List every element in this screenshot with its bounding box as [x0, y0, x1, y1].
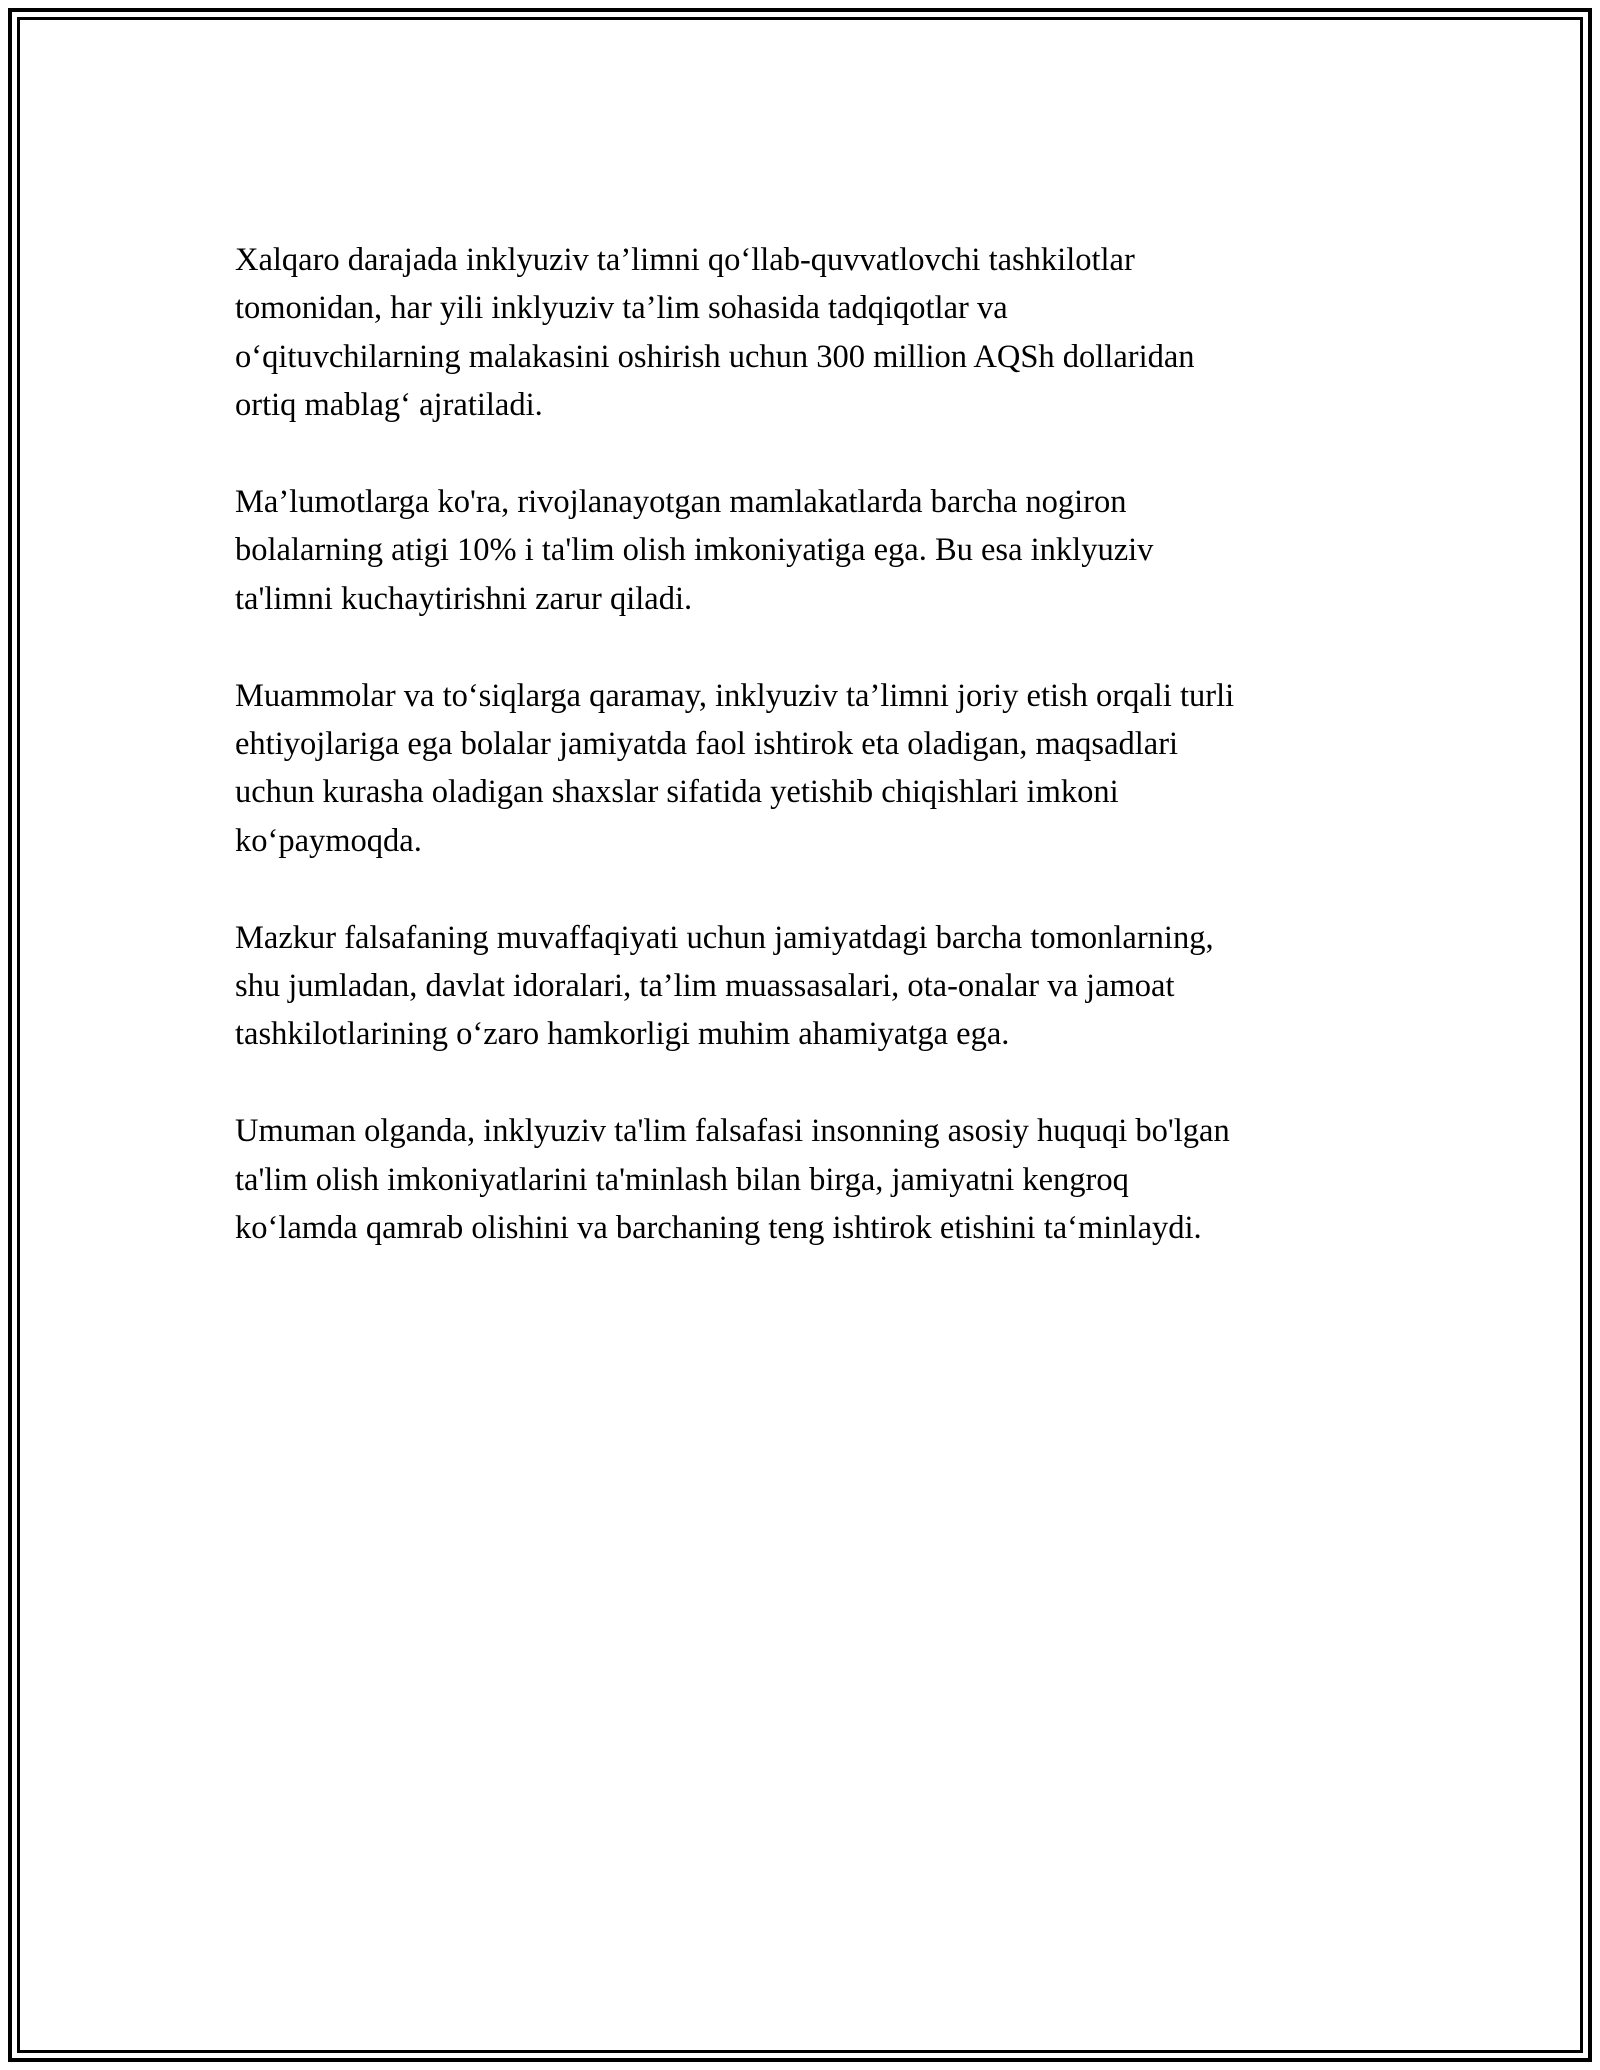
paragraph-2: Ma’lumotlarga ko'ra, rivojlanayotgan mamlakatlarda barcha nogiron bolalarning atigi 10% i ta'lim olish imkoniyatiga ega. Bu esa inklyuziv ta'limni kuchaytirishni zarur qiladi. — [235, 484, 1154, 617]
paragraph-3: Muammolar va to‘siqlarga qaramay, inklyuziv ta’limni joriy etish orqali turli ehtiyojlariga ega bolalar jamiyatda faol ishtirok eta oladigan, maqsadlari uchun kurasha oladigan shaxslar sifatida yetishib chiqishlari imkoni ko‘paymoqda. — [235, 677, 1235, 859]
paragraph-5: Umuman olganda, inklyuziv ta'lim falsafasi insonning asosiy huquqi bo'lgan ta'lim olish imkoniyatlarini ta'minlash bilan birga, jamiyatni kengroq ko‘lamda qamrab olishini va barchaning teng ishtirok etishini ta‘minlaydi. — [235, 1113, 1230, 1247]
paragraph-1: Xalqaro darajada inklyuziv ta’limni qo‘llab-quvvatlovchi tashkilotlar tomonidan, har yili inklyuziv ta’lim sohasida tadqiqotlar va o‘qituvchilarning malakasini oshirish uchun 300 million AQSh dollaridan ortiq mablag‘ ajratiladi. — [235, 242, 1195, 424]
paragraph-4: Mazkur falsafaning muvaffaqiyati uchun jamiyatdagi barcha tomonlarning, shu jumladan, davlat idoralari, ta’lim muassasalari, ota-onalar va jamoat tashkilotlarining o‘zaro hamkorligi muhim ahamiyatga ega. — [235, 919, 1214, 1053]
document-body — [235, 236, 1395, 1301]
